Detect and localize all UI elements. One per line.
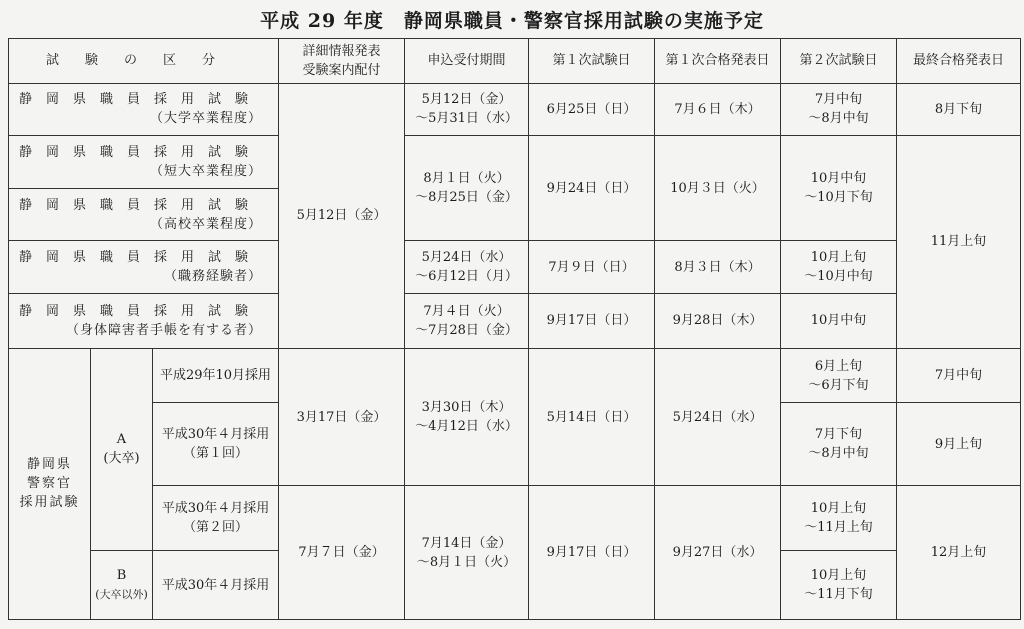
table-row	[9, 348, 1021, 403]
application-period-cell: 7月14日（金） ～8月１日（火）	[405, 486, 529, 620]
header-application: 申込受付期間	[405, 39, 529, 84]
header-first-result: 第１次合格発表日	[655, 39, 781, 84]
second-exam-cell: 10月上旬 ～11月下旬	[781, 551, 897, 620]
police-recruit-cell: 平成30年４月採用 （第１回）	[153, 403, 279, 486]
second-exam-cell: 10月中旬	[781, 294, 897, 349]
info-date-cell: 7月７日（金）	[279, 486, 405, 620]
table-header-row	[9, 39, 1021, 84]
table-row	[9, 294, 1021, 349]
exam-category-cell: 静岡県職員採用試験 （職務経験者）	[9, 241, 279, 294]
group-a-label: A (大卒)	[91, 348, 153, 550]
first-result-cell: 9月28日（木）	[655, 294, 781, 349]
first-exam-cell: 7月９日（日）	[529, 241, 655, 294]
header-info: 詳細情報発表 受験案内配付	[279, 39, 405, 84]
police-recruit-cell: 平成30年４月採用 （第２回）	[153, 486, 279, 551]
final-result-cell: 12月上旬	[897, 486, 1021, 620]
application-period-cell: 5月24日（水） ～6月12日（月）	[405, 241, 529, 294]
first-result-cell: 9月27日（水）	[655, 486, 781, 620]
first-exam-cell: 5月14日（日）	[529, 348, 655, 486]
final-result-cell: 11月上旬	[897, 136, 1021, 349]
first-result-cell: 10月３日（火）	[655, 136, 781, 241]
header-first-exam: 第１次試験日	[529, 39, 655, 84]
second-exam-cell: 7月下旬 ～8月中旬	[781, 403, 897, 486]
police-recruit-cell: 平成30年４月採用	[153, 551, 279, 620]
first-result-cell: 8月３日（木）	[655, 241, 781, 294]
table-row	[9, 83, 1021, 136]
header-final-result: 最終合格発表日	[897, 39, 1021, 84]
table-row	[9, 136, 1021, 189]
info-date-cell: 3月17日（金）	[279, 348, 405, 486]
header-second-exam: 第２次試験日	[781, 39, 897, 84]
info-date-cell: 5月12日（金）	[279, 83, 405, 348]
header-category: 試験の区分	[9, 39, 279, 84]
group-b-label: B (大卒以外)	[91, 551, 153, 620]
table-row	[9, 241, 1021, 294]
first-exam-cell: 6月25日（日）	[529, 83, 655, 136]
police-recruit-cell: 平成29年10月採用	[153, 348, 279, 403]
exam-category-cell: 静岡県職員採用試験 （短大卒業程度）	[9, 136, 279, 189]
first-exam-cell: 9月17日（日）	[529, 294, 655, 349]
table-row	[9, 486, 1021, 551]
final-result-cell: 8月下旬	[897, 83, 1021, 136]
application-period-cell: 5月12日（金） ～5月31日（水）	[405, 83, 529, 136]
exam-category-cell: 静岡県職員採用試験 （身体障害者手帳を有する者）	[9, 294, 279, 349]
first-exam-cell: 9月17日（日）	[529, 486, 655, 620]
second-exam-cell: 10月中旬 ～10月下旬	[781, 136, 897, 241]
second-exam-cell: 6月上旬 ～6月下旬	[781, 348, 897, 403]
first-result-cell: 5月24日（水）	[655, 348, 781, 486]
second-exam-cell: 7月中旬 ～8月中旬	[781, 83, 897, 136]
application-period-cell: 3月30日（木） ～4月12日（水）	[405, 348, 529, 486]
page-title: 平成 29 年度 静岡県職員・警察官採用試験の実施予定	[260, 10, 764, 32]
schedule-table	[8, 38, 1021, 620]
final-result-cell: 9月上旬	[897, 403, 1021, 486]
first-exam-cell: 9月24日（日）	[529, 136, 655, 241]
application-period-cell: 7月４日（火） ～7月28日（金）	[405, 294, 529, 349]
exam-category-cell: 静岡県職員採用試験 （大学卒業程度）	[9, 83, 279, 136]
police-exam-label: 静岡県 警察官 採用試験	[9, 348, 91, 619]
exam-category-cell: 静岡県職員採用試験 （高校卒業程度）	[9, 188, 279, 241]
second-exam-cell: 10月上旬 ～11月上旬	[781, 486, 897, 551]
second-exam-cell: 10月上旬 ～10月中旬	[781, 241, 897, 294]
first-result-cell: 7月６日（木）	[655, 83, 781, 136]
final-result-cell: 7月中旬	[897, 348, 1021, 403]
application-period-cell: 8月１日（火） ～8月25日（金）	[405, 136, 529, 241]
